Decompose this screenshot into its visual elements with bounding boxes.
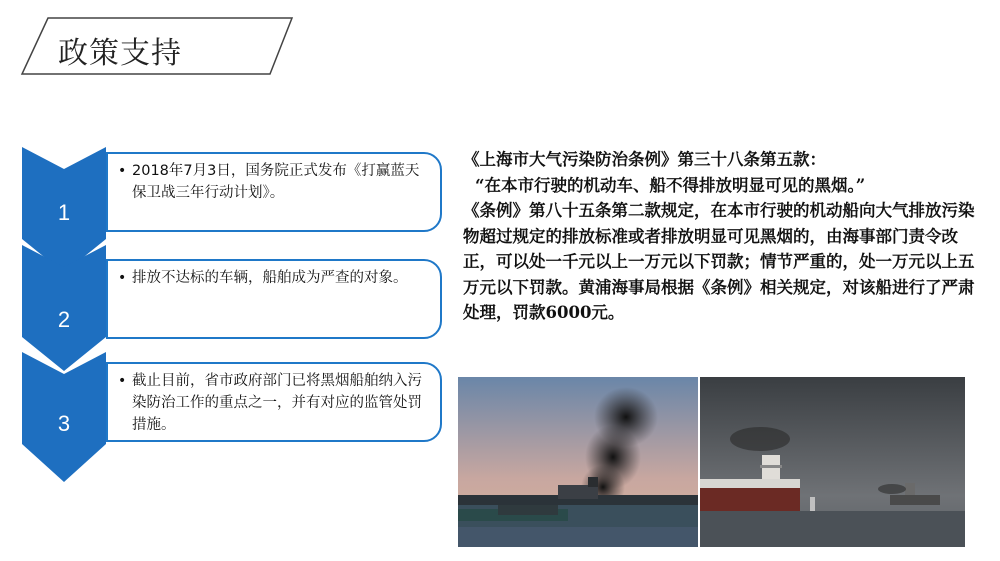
bullet-icon: • xyxy=(118,270,127,286)
step-3-box xyxy=(106,362,442,442)
bullet-icon: • xyxy=(118,163,127,179)
step-2-text: 排放不达标的车辆，船舶成为严查的对象。 xyxy=(132,270,408,286)
regulation-quote-line: 《上海市大气污染防治条例》第三十八条第五款： xyxy=(463,150,826,169)
regulation-quote-text: “在本市行驶的机动车、船不得排放明显可见的黑烟。” xyxy=(475,175,866,195)
regulation-detail: 《条例》第八十五条第二款规定，在本市行驶的机动船向大气排放污染物超过规定的排放标准或者排放明显可见黑烟的，由海事部门责令改正，可以处一千元以上一万元以下罚款；情节严重的，处一万元以上五万元以下罚款。黄浦海事局根据《条例》相关规定，对该船进行了严肃处理，罚款6000元。 xyxy=(463,201,975,322)
photo-cargo-ship xyxy=(700,377,965,547)
step-2-number: 2 xyxy=(57,307,71,332)
step-1-box xyxy=(106,152,442,232)
bullet-icon: • xyxy=(118,373,127,389)
step-1-number: 1 xyxy=(57,200,71,225)
page-title: 政策支持 xyxy=(58,36,182,71)
step-3-number: 3 xyxy=(57,411,71,436)
step-2-box xyxy=(106,259,442,339)
photo-black-smoke-ship xyxy=(458,377,698,547)
step-1-text: 2018年7月3日，国务院正式发布《打赢蓝天保卫战三年行动计划》。 xyxy=(132,163,420,201)
step-3-text: 截止目前，省市政府部门已将黑烟船舶纳入污染防治工作的重点之一，并有对应的监管处罚措施。 xyxy=(132,373,422,433)
regulation-text xyxy=(463,147,983,326)
